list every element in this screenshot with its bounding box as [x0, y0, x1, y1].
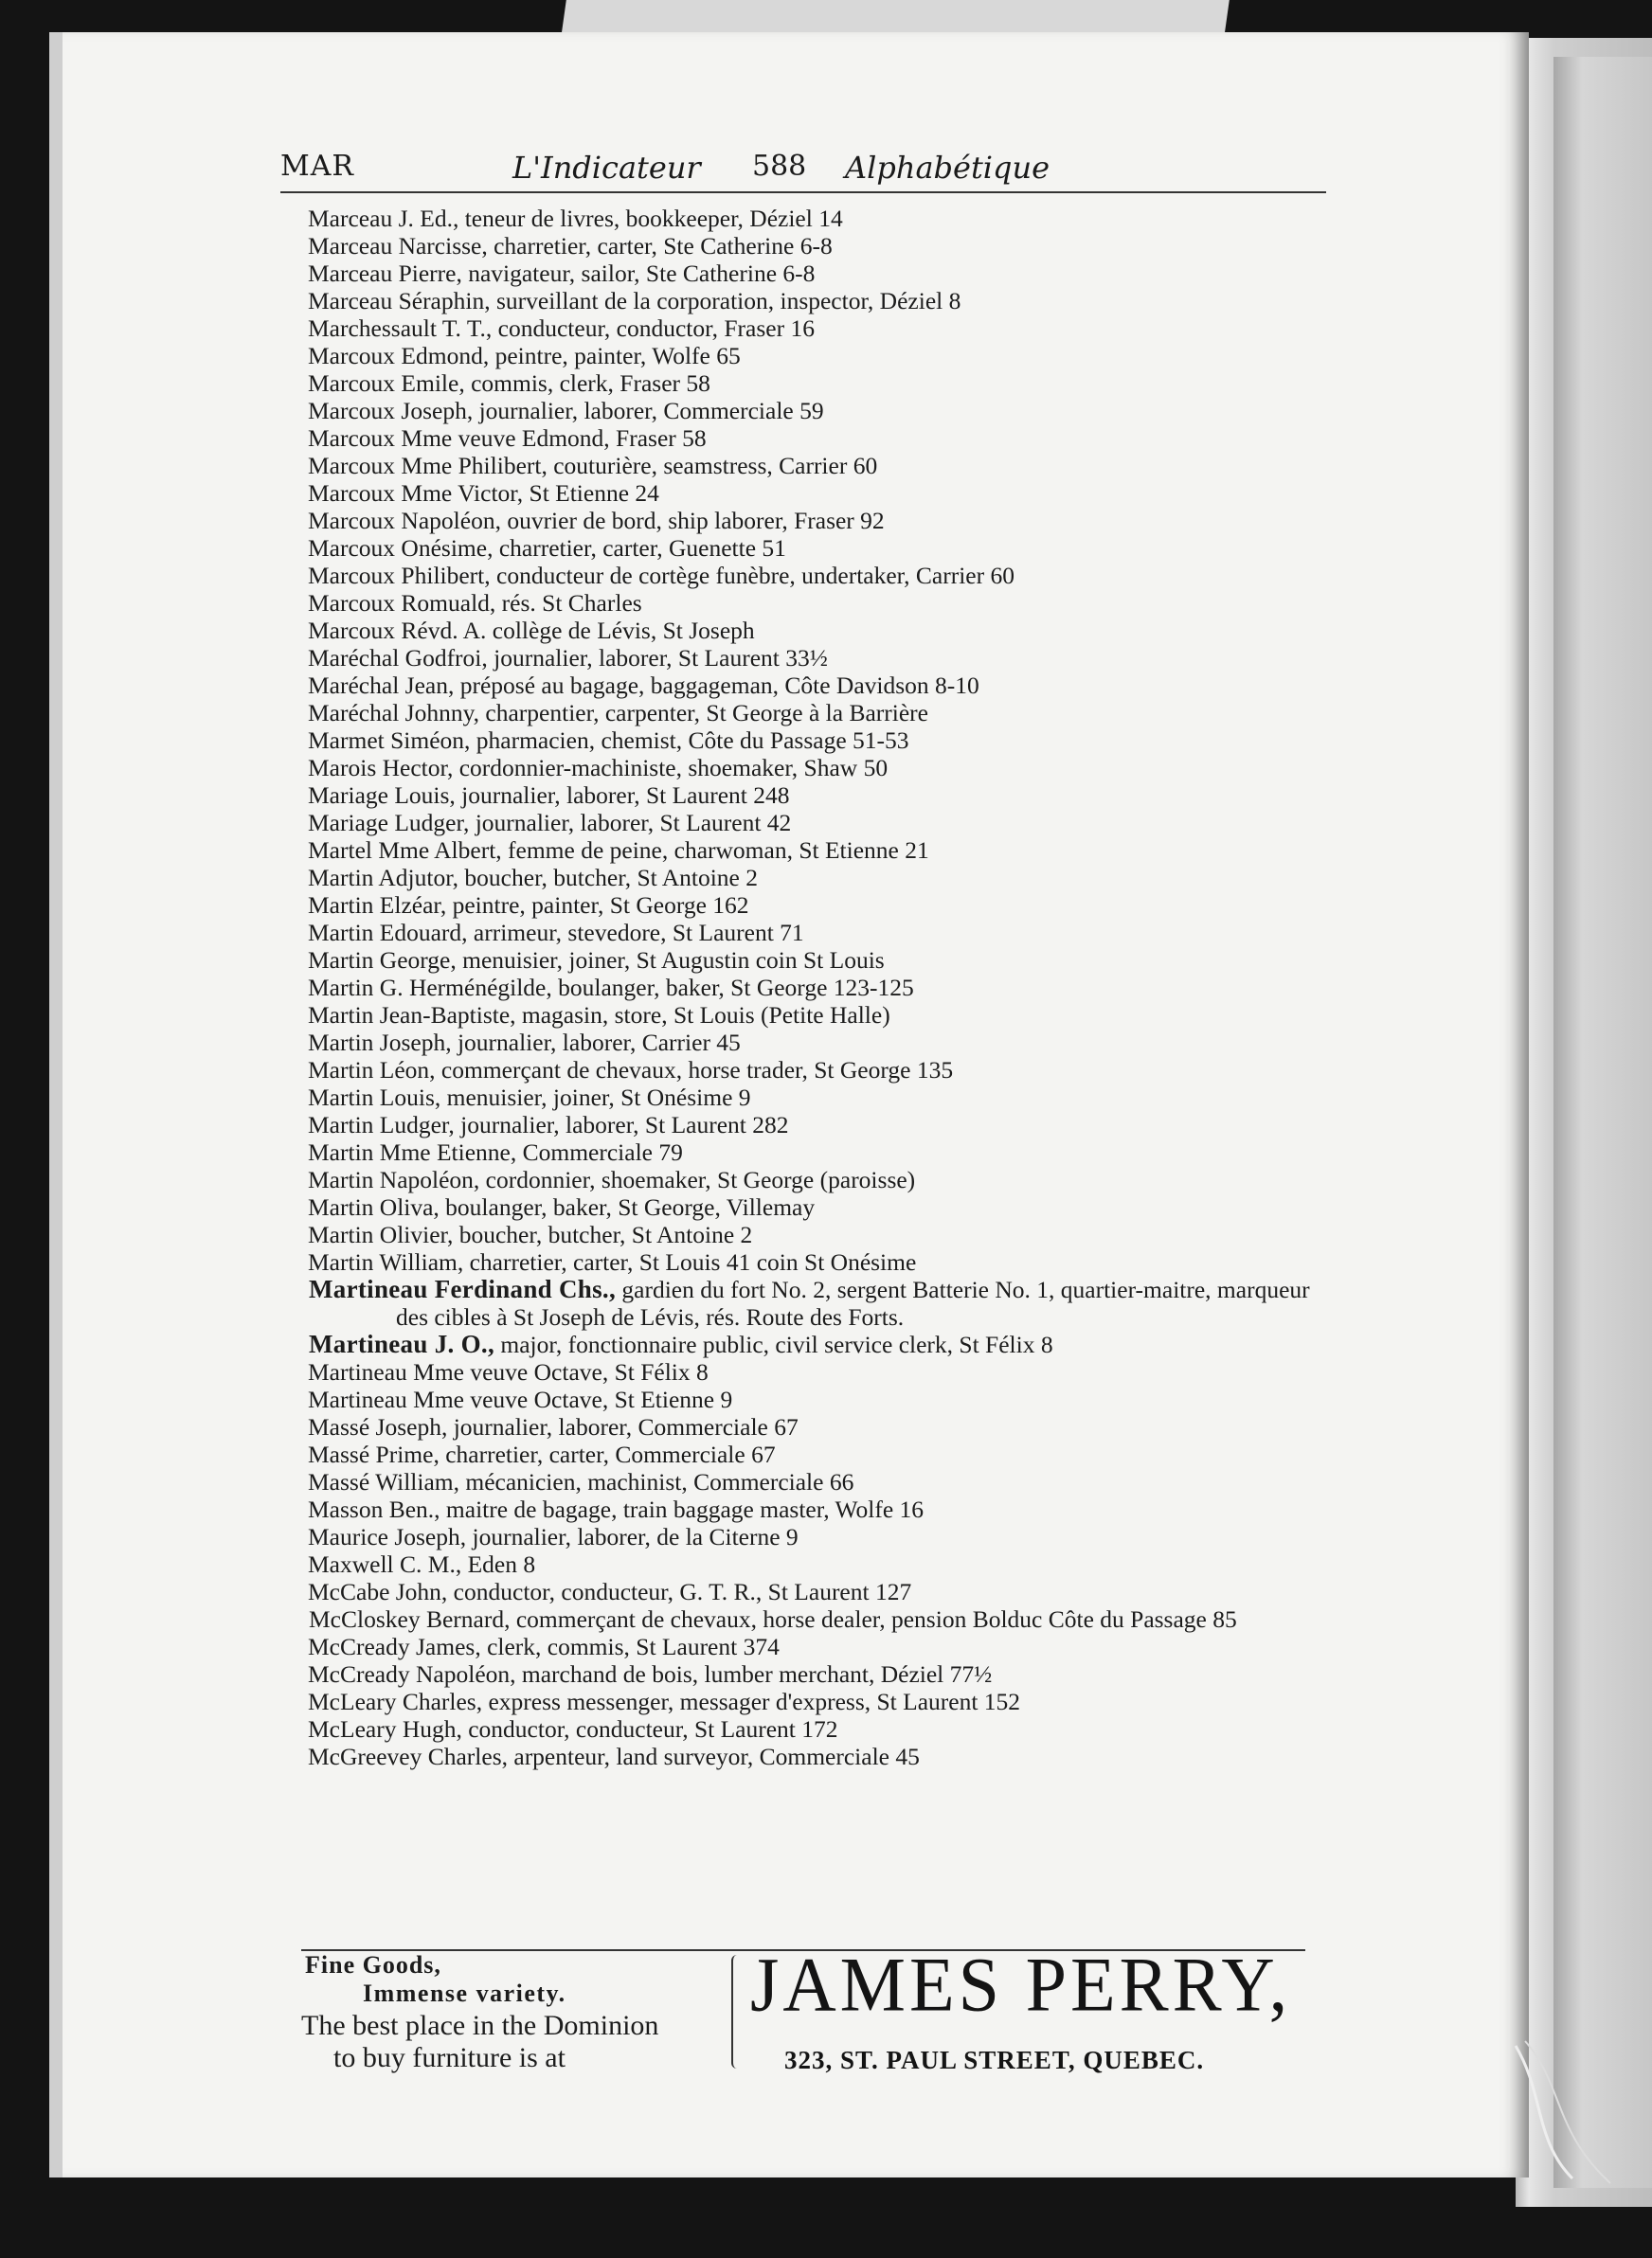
- directory-entry: Marceau Narcisse, charretier, carter, Ste Catherine 6-8: [308, 232, 833, 260]
- ad-brace: [731, 1955, 743, 2069]
- advertisement-tagline: [301, 1951, 737, 2074]
- directory-entry: Marois Hector, cordonnier-machiniste, shoemaker, Shaw 50: [308, 754, 889, 781]
- directory-entry: Maréchal Godfroi, journalier, laborer, St Laurent 33½: [308, 644, 828, 672]
- directory-entry: Martin Olivier, boucher, butcher, St Antoine 2: [308, 1221, 753, 1248]
- directory-entry: Martin William, charretier, carter, St Louis 41 coin St Onésime: [308, 1248, 917, 1276]
- directory-entry: Marceau J. Ed., teneur de livres, bookkeeper, Déziel 14: [308, 205, 843, 232]
- running-title: L'Indicateur: [512, 150, 701, 186]
- ad-line-furniture: to buy furniture is at: [333, 2042, 566, 2073]
- entry-name-bold: Martineau J. O.,: [309, 1330, 495, 1358]
- directory-entry: Martin Ludger, journalier, laborer, St Laurent 282: [308, 1111, 789, 1138]
- ad-line-best-place: The best place in the Dominion: [301, 2010, 659, 2041]
- directory-entry: Marchessault T. T., conducteur, conductor, Fraser 16: [308, 314, 815, 342]
- ad-line-variety: Immense variety.: [363, 1980, 566, 2007]
- advertiser-address: 323, ST. PAUL STREET, QUEBEC.: [784, 2046, 1205, 2074]
- ad-line-fine-goods: Fine Goods,: [305, 1951, 441, 1979]
- directory-entry: Maréchal Jean, préposé au bagage, baggageman, Côte Davidson 8-10: [308, 672, 979, 699]
- directory-entry: Masson Ben., maitre de bagage, train baggage master, Wolfe 16: [308, 1496, 925, 1523]
- directory-entry: Martineau Mme veuve Octave, St Félix 8: [308, 1358, 709, 1386]
- directory-entry: Martin Napoléon, cordonnier, shoemaker, St George (paroisse): [308, 1166, 916, 1193]
- directory-entry: Marcoux Edmond, peintre, painter, Wolfe 65: [308, 342, 741, 369]
- directory-entry: McCloskey Bernard, commerçant de chevaux, horse dealer, pension Bolduc Côte du Passage 85: [309, 1605, 1237, 1633]
- directory-entry: Martin Edouard, arrimeur, stevedore, St Laurent 71: [308, 919, 804, 946]
- directory-entry: Martineau Mme veuve Octave, St Etienne 9: [308, 1386, 733, 1413]
- directory-entry: Marcoux Emile, commis, clerk, Fraser 58: [308, 369, 710, 397]
- directory-entry: McLeary Hugh, conductor, conducteur, St Laurent 172: [308, 1715, 838, 1743]
- directory-entry: Marcoux Philibert, conducteur de cortège funèbre, undertaker, Carrier 60: [308, 562, 1015, 589]
- directory-entries: [309, 205, 1328, 1770]
- directory-entry: Marcoux Onésime, charretier, carter, Guenette 51: [308, 534, 786, 562]
- directory-entry: Marmet Siméon, pharmacien, chemist, Côte du Passage 51-53: [308, 726, 909, 754]
- directory-entry: Marceau Pierre, navigateur, sailor, Ste Catherine 6-8: [308, 260, 816, 287]
- directory-entry: Marcoux Mme Philibert, couturière, seamstress, Carrier 60: [308, 452, 878, 479]
- directory-entry: Martin George, menuisier, joiner, St Augustin coin St Louis: [308, 946, 885, 974]
- entry-details: gardien du fort No. 2, sergent Batterie No. 1, quartier-maitre, marqueur des cibles à St Joseph de Lévis, rés. Route des Forts.: [396, 1276, 1310, 1331]
- directory-entry: Martin Oliva, boulanger, baker, St George, Villemay: [308, 1193, 816, 1221]
- page-stack-edge-shadow: [1553, 57, 1652, 2188]
- directory-entry: Marceau Séraphin, surveillant de la corporation, inspector, Déziel 8: [308, 287, 961, 314]
- directory-entry: Massé Prime, charretier, carter, Commerciale 67: [308, 1441, 776, 1468]
- directory-entry-bold: [309, 1331, 1328, 1358]
- directory-entry: McCready Napoléon, marchand de bois, lumber merchant, Déziel 77½: [308, 1660, 993, 1688]
- entry-name-bold: Martineau Ferdinand Chs.,: [309, 1275, 617, 1303]
- directory-entry: Massé Joseph, journalier, laborer, Commerciale 67: [308, 1413, 799, 1441]
- directory-entry: Marcoux Mme veuve Edmond, Fraser 58: [308, 424, 707, 452]
- directory-entry: McCabe John, conductor, conducteur, G. T. R., St Laurent 127: [308, 1578, 912, 1605]
- directory-entry: Maréchal Johnny, charpentier, carpenter, St George à la Barrière: [308, 699, 928, 726]
- directory-entry-bold: [309, 1276, 1328, 1331]
- directory-entry: Marcoux Révd. A. collège de Lévis, St Joseph: [308, 617, 755, 644]
- directory-entry: Marcoux Romuald, rés. St Charles: [308, 589, 642, 617]
- entry-details: major, fonctionnaire public, civil service clerk, St Félix 8: [494, 1331, 1053, 1358]
- page-header: [280, 144, 1326, 193]
- directory-entry: Martin Joseph, journalier, laborer, Carrier 45: [308, 1029, 741, 1056]
- directory-entry: McGreevey Charles, arpenteur, land surveyor, Commerciale 45: [308, 1743, 920, 1770]
- directory-entry: McLeary Charles, express messenger, messager d'express, St Laurent 152: [308, 1688, 1021, 1715]
- directory-entry: Martin Mme Etienne, Commerciale 79: [308, 1138, 683, 1166]
- directory-entry: Mariage Louis, journalier, laborer, St Laurent 248: [308, 781, 790, 809]
- directory-entry: Mariage Ludger, journalier, laborer, St Laurent 42: [308, 809, 792, 836]
- directory-entry: Massé William, mécanicien, machinist, Commerciale 66: [308, 1468, 854, 1496]
- directory-entry: Martin Jean-Baptiste, magasin, store, St Louis (Petite Halle): [308, 1001, 890, 1029]
- directory-entry: Martin Adjutor, boucher, butcher, St Antoine 2: [308, 864, 758, 891]
- directory-entry: Martin Léon, commerçant de chevaux, horse trader, St George 135: [308, 1056, 954, 1084]
- directory-entry: Marcoux Joseph, journalier, laborer, Commerciale 59: [308, 397, 824, 424]
- directory-entry: Marcoux Mme Victor, St Etienne 24: [308, 479, 659, 507]
- directory-entry: Maurice Joseph, journalier, laborer, de la Citerne 9: [308, 1523, 799, 1550]
- directory-entry: Marcoux Napoléon, ouvrier de bord, ship laborer, Fraser 92: [308, 507, 885, 534]
- directory-entry: Martel Mme Albert, femme de peine, charwoman, St Etienne 21: [308, 836, 929, 864]
- directory-entry: Martin Elzéar, peintre, painter, St George 162: [308, 891, 749, 919]
- binding-thread-icon: [1506, 2036, 1629, 2188]
- directory-entry: Martin G. Herménégilde, boulanger, baker, St George 123-125: [308, 974, 914, 1001]
- running-subtitle: Alphabétique: [845, 150, 1050, 186]
- page-number: 588: [752, 150, 807, 183]
- directory-entry: Maxwell C. M., Eden 8: [308, 1550, 536, 1578]
- advertiser-name: JAMES PERRY,: [750, 1940, 1292, 2028]
- directory-entry: Martin Louis, menuisier, joiner, St Onésime 9: [308, 1084, 751, 1111]
- section-label: MAR: [280, 150, 354, 183]
- directory-entry: McCready James, clerk, commis, St Laurent 374: [308, 1633, 780, 1660]
